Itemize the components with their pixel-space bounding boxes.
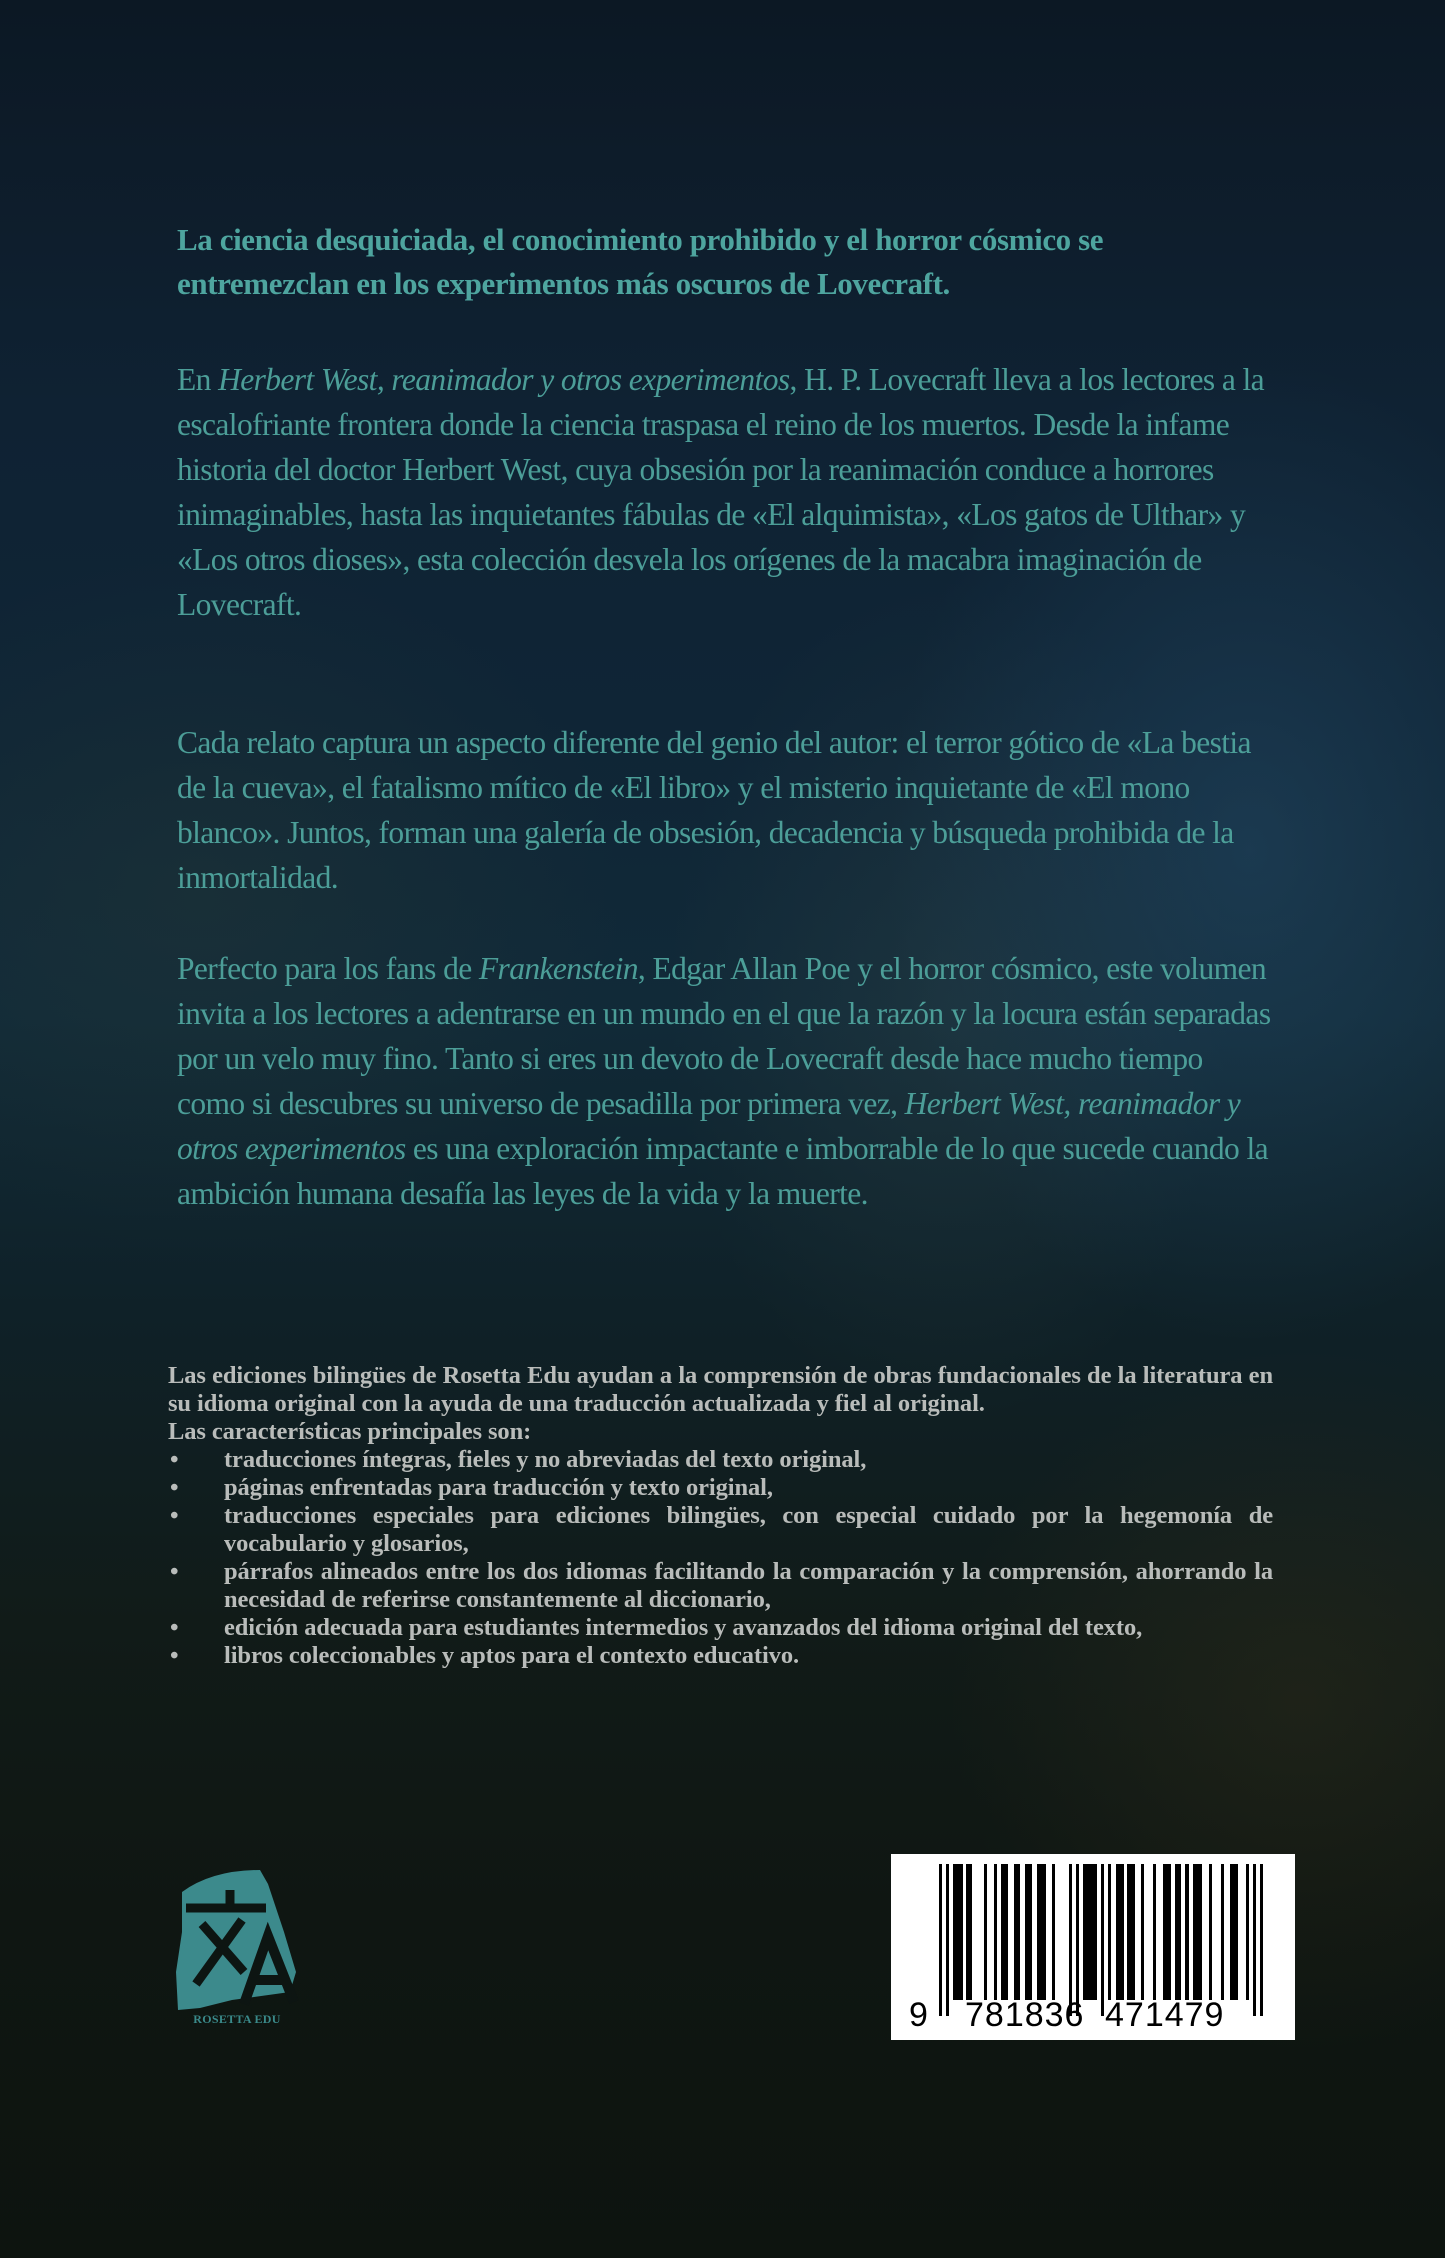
isbn-right-group: 471479 [1105, 1996, 1225, 2034]
translate-icon [172, 1862, 302, 2012]
feature-text: párrafos alineados entre los dos idiomas facilitando la comparación y la comprensión, ahorrando la necesidad de referirse constantemente al diccionario, [224, 1558, 1273, 1613]
description-paragraph-1 [177, 357, 1277, 627]
feature-item [168, 1558, 1273, 1614]
book-title-italic: Herbert West, reanimador y otros experimentos [218, 362, 790, 397]
publisher-logo [172, 1862, 302, 2032]
bullet-icon: • [170, 1642, 179, 1669]
isbn-left-group: 781836 [965, 1996, 1085, 2034]
feature-text: edición adecuada para estudiantes intermedios y avanzados del idioma original del texto, [224, 1614, 1143, 1641]
bullet-icon: • [170, 1558, 179, 1585]
paragraph-text: , Edgar Allan Poe y el horror cósmico, este volumen invita a los lectores a adentrarse en un mundo en el que la razón y la locura están separadas por un velo muy fino. Tanto si eres un devoto de Lovecraft desde hace mucho tiempo como si descubres su universo de pesadilla por primera vez, [177, 951, 1271, 1121]
publisher-intro: Las ediciones bilingües de Rosetta Edu ayudan a la comprensión de obras fundacionales de la literatura en su idioma original con la ayuda de una traducción actualizada y fiel al original. [168, 1362, 1273, 1417]
description-paragraph-2: Cada relato captura un aspecto diferente del genio del autor: el terror gótico de «La bestia de la cueva», el fatalismo mítico de «El libro» y el misterio inquietante de «El mono blanco». Juntos, forman una galería de obsesión, decadencia y búsqueda prohibida de la inmortalidad. [177, 725, 1251, 895]
feature-item [168, 1502, 1273, 1558]
feature-text: libros coleccionables y aptos para el contexto educativo. [224, 1642, 799, 1669]
feature-item [168, 1614, 1273, 1642]
feature-item [168, 1474, 1273, 1502]
bullet-icon: • [170, 1474, 179, 1501]
paragraph-text: es una exploración impactante e imborrable de lo que sucede cuando la ambición humana desafía las leyes de la vida y la muerte. [177, 1131, 1269, 1211]
description-paragraph-3 [177, 946, 1277, 1216]
feature-text: traducciones íntegras, fieles y no abreviadas del texto original, [224, 1446, 867, 1473]
features-heading: Las características principales son: [168, 1418, 532, 1445]
barcode-icon [891, 1854, 1295, 2040]
frankenstein-italic: Frankenstein [478, 951, 638, 986]
paragraph-text: Perfecto para los fans de [177, 951, 479, 986]
book-title-italic: Herbert West, reanimador y otros experimentos [177, 1086, 1241, 1166]
bullet-icon: • [170, 1502, 179, 1529]
feature-item [168, 1642, 1273, 1670]
feature-text: páginas enfrentadas para traducción y texto original, [224, 1474, 773, 1501]
features-list [168, 1446, 1273, 1670]
paragraph-text: , H. P. Lovecraft lleva a los lectores a la escalofriante frontera donde la ciencia traspasa el reino de los muertos. Desde la infame historia del doctor Herbert West, cuya obsesión por la reanimación conduce a horrores inimaginables, hasta las inquietantes fábulas de «El alquimista», «Los gatos de Ulthar» y «Los otros dioses», esta colección desvela los orígenes de la macabra imaginación de Lovecraft. [177, 362, 1265, 622]
isbn-first-digit: 9 [909, 1996, 928, 2034]
publisher-info [168, 1362, 1273, 1670]
feature-item [168, 1446, 1273, 1474]
feature-text: traducciones especiales para ediciones bilingües, con especial cuidado por la hegemonía de vocabulario y glosarios, [224, 1502, 1273, 1557]
bullet-icon: • [170, 1446, 179, 1473]
isbn-barcode [891, 1854, 1295, 2040]
bullet-icon: • [170, 1614, 179, 1641]
logo-wordmark: ROSETTA EDU [193, 2012, 281, 2026]
lead-tagline: La ciencia desquiciada, el conocimiento prohibido y el horror cósmico se entremezclan en los experimentos más oscuros de Lovecraft. [177, 222, 1104, 301]
paragraph-text: En [177, 362, 219, 397]
